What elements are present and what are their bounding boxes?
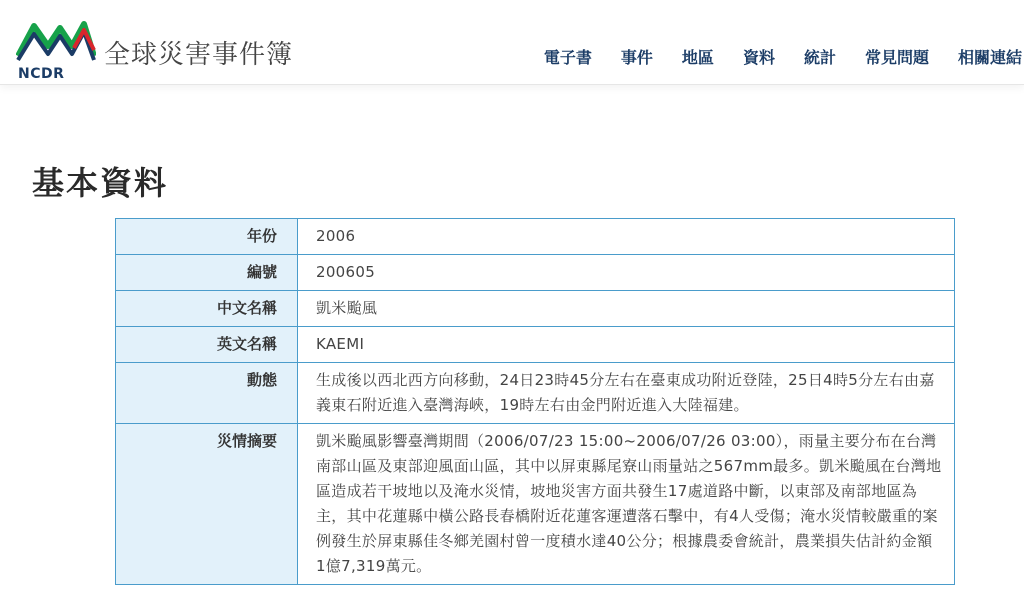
logo-text: NCDR — [18, 66, 65, 82]
nav-item-events[interactable]: 事件 — [620, 48, 653, 67]
nav-item-ebook[interactable]: 電子書 — [543, 48, 592, 67]
year-label: 年份 — [116, 219, 298, 255]
table-row — [116, 424, 955, 585]
movement-label: 動態 — [116, 363, 298, 424]
table-row — [116, 327, 955, 363]
damage-summary-label: 災情摘要 — [116, 424, 298, 585]
page-title: 基本資料 — [32, 164, 169, 202]
chinese-name-label: 中文名稱 — [116, 291, 298, 327]
table-row — [116, 291, 955, 327]
id-value: 200605 — [298, 255, 955, 291]
year-value: 2006 — [298, 219, 955, 255]
id-label: 編號 — [116, 255, 298, 291]
table-row — [116, 363, 955, 424]
site-title[interactable]: 全球災害事件簿 — [104, 40, 294, 70]
table-row — [116, 255, 955, 291]
nav-item-regions[interactable]: 地區 — [681, 48, 714, 67]
english-name-label: 英文名稱 — [116, 327, 298, 363]
nav-item-statistics[interactable]: 統計 — [803, 48, 836, 67]
ncdr-logo[interactable] — [16, 16, 96, 82]
chinese-name-value: 凱米颱風 — [298, 291, 955, 327]
ncdr-logo-icon — [16, 16, 96, 64]
nav-item-data[interactable]: 資料 — [742, 48, 775, 67]
english-name-value: KAEMI — [298, 327, 955, 363]
main-nav — [544, 45, 1022, 68]
table-row — [116, 219, 955, 255]
nav-item-faq[interactable]: 常見問題 — [864, 48, 929, 67]
site-header — [0, 0, 1024, 85]
nav-item-links[interactable]: 相關連結 — [957, 48, 1022, 67]
damage-summary-value: 凱米颱風影響臺灣期間（2006/07/23 15:00~2006/07/26 03:00），雨量主要分布在台灣南部山區及東部迎風面山區，其中以屏東縣尾寮山雨量站之567mm最多。凱米颱風在台灣地區造成若干坡地以及淹水災情，坡地災害方面共發生17處道路中斷，以東部及南部地區為主，其中花蓮縣中橫公路長春橋附近花蓮客運遭落石擊中，有4人受傷；淹水災情較嚴重的案例發生於屏東縣佳冬鄉羌園村曾一度積水達40公分；根據農委會統計，農業損失估計約金額1億7,319萬元。 — [298, 424, 955, 585]
movement-value: 生成後以西北西方向移動，24日23時45分左右在臺東成功附近登陸，25日4時5分左右由嘉義東石附近進入臺灣海峽，19時左右由金門附近進入大陸福建。 — [298, 363, 955, 424]
basic-info-table — [115, 218, 955, 585]
